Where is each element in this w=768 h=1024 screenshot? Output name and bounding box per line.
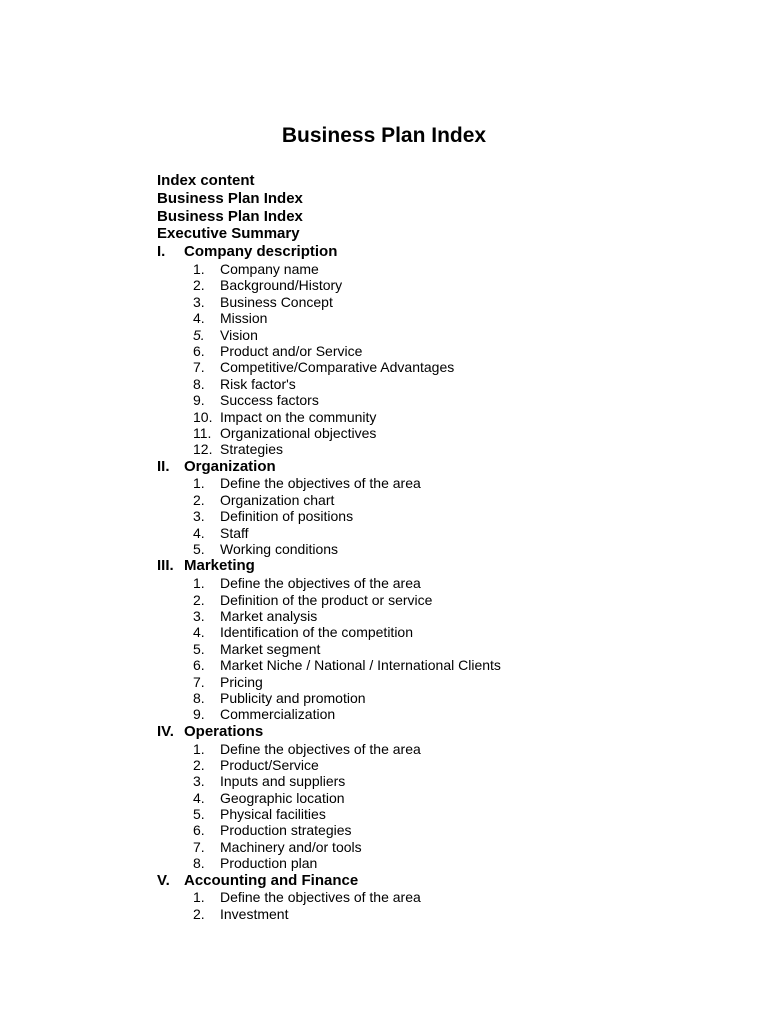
section-operations	[157, 723, 717, 872]
item-number: 1.	[193, 475, 205, 492]
item-label: Define the objectives of the area	[220, 889, 421, 906]
item-number: 2.	[193, 491, 205, 508]
item-label: Product/Service	[220, 756, 319, 773]
list-item	[157, 525, 717, 541]
list-item	[157, 475, 717, 491]
item-label: Machinery and/or tools	[220, 838, 362, 855]
page-title: Business Plan Index	[281, 124, 487, 147]
item-number: 4.	[193, 624, 205, 641]
list-item	[157, 425, 717, 441]
item-number: 1.	[193, 740, 205, 757]
item-label: Identification of the competition	[220, 624, 414, 641]
item-number: 5.	[193, 326, 205, 343]
item-label: Pricing	[220, 673, 263, 690]
list-item	[157, 806, 717, 822]
list-item	[157, 690, 717, 706]
section-organization	[157, 458, 717, 558]
list-item	[157, 409, 717, 425]
item-label: Working conditions	[220, 541, 339, 558]
list-item	[157, 790, 717, 806]
section-numeral: III.	[157, 557, 174, 575]
item-number: 2.	[193, 756, 205, 773]
section-numeral: I.	[157, 243, 166, 261]
list-item	[157, 773, 717, 789]
list-item	[157, 624, 717, 640]
item-number: 4.	[193, 524, 205, 541]
section-numeral: IV.	[157, 722, 174, 740]
item-label: Strategies	[220, 441, 284, 458]
item-number: 11.	[193, 424, 212, 441]
list-item	[157, 359, 717, 375]
item-number: 5.	[193, 541, 205, 558]
item-label: Inputs and suppliers	[220, 773, 346, 790]
section-numeral: II.	[157, 457, 170, 475]
section-items	[157, 575, 717, 723]
section-heading	[157, 458, 717, 476]
section-items	[157, 889, 717, 922]
item-number: 3.	[193, 508, 205, 525]
section-heading	[157, 872, 717, 890]
item-label: Market analysis	[220, 608, 318, 624]
section-label: Company description	[184, 243, 338, 261]
section-heading	[157, 723, 717, 741]
item-label: Vision	[220, 326, 258, 343]
list-item	[157, 310, 717, 326]
item-number: 3.	[193, 293, 205, 310]
item-number: 2.	[193, 905, 205, 922]
item-label: Definition of positions	[220, 508, 354, 525]
item-label: Define the objectives of the area	[220, 475, 421, 492]
list-item	[157, 741, 717, 757]
item-label: Market Niche / National / International Clients	[220, 657, 501, 674]
section-label: Marketing	[184, 557, 255, 575]
item-number: 2.	[193, 591, 205, 608]
item-number: 3.	[193, 773, 205, 790]
item-label: Impact on the community	[220, 408, 377, 425]
list-item	[157, 674, 717, 690]
list-item	[157, 608, 717, 624]
item-label: Physical facilities	[220, 806, 326, 823]
item-number: 12.	[193, 441, 213, 458]
item-number: 6.	[193, 342, 205, 359]
item-number: 7.	[193, 673, 205, 690]
list-item	[157, 376, 717, 392]
list-item	[157, 657, 717, 673]
item-number: 1.	[193, 260, 205, 277]
list-item	[157, 294, 717, 310]
section-items	[157, 475, 717, 557]
item-number: 6.	[193, 657, 205, 674]
item-label: Definition of the product or service	[220, 591, 433, 608]
list-item	[157, 706, 717, 722]
item-number: 9.	[193, 392, 205, 409]
index-content	[157, 172, 717, 922]
item-label: Success factors	[220, 392, 319, 409]
list-item	[157, 757, 717, 773]
item-label: Competitive/Comparative Advantages	[220, 359, 455, 376]
item-label: Investment	[220, 905, 289, 922]
list-item	[157, 575, 717, 591]
item-label: Define the objectives of the area	[220, 740, 421, 757]
list-item	[157, 392, 717, 408]
list-item	[157, 592, 717, 608]
intro-line: Executive Summary	[157, 225, 300, 243]
list-item	[157, 277, 717, 293]
item-number: 9.	[193, 706, 205, 723]
item-label: Mission	[220, 310, 268, 327]
item-label: Risk factor's	[220, 375, 296, 392]
item-label: Background/History	[220, 277, 343, 294]
section-numeral: V.	[157, 871, 170, 889]
item-label: Production plan	[220, 855, 318, 872]
list-item	[157, 492, 717, 508]
item-number: 1.	[193, 575, 205, 592]
item-number: 7.	[193, 838, 205, 855]
item-label: Organization chart	[220, 491, 335, 508]
list-item	[157, 441, 717, 457]
item-number: 10.	[193, 408, 213, 425]
list-item	[157, 855, 717, 871]
item-number: 4.	[193, 789, 205, 806]
list-item	[157, 839, 717, 855]
section-items	[157, 261, 717, 458]
item-number: 8.	[193, 855, 205, 872]
item-number: 8.	[193, 375, 205, 392]
item-label: Staff	[220, 524, 249, 541]
list-item	[157, 541, 717, 557]
item-label: Commercialization	[220, 706, 336, 723]
list-item	[157, 343, 717, 359]
item-label: Organizational objectives	[220, 424, 377, 441]
item-label: Production strategies	[220, 822, 352, 839]
section-label: Operations	[184, 722, 264, 740]
item-number: 1.	[193, 889, 205, 906]
item-number: 3.	[193, 608, 205, 624]
section-heading	[157, 243, 717, 261]
section-accounting-and-finance	[157, 872, 717, 923]
list-item	[157, 261, 717, 277]
item-number: 6.	[193, 822, 205, 839]
list-item	[157, 327, 717, 343]
intro-line: Business Plan Index	[157, 189, 303, 207]
section-company-description	[157, 243, 717, 457]
item-number: 7.	[193, 359, 205, 376]
list-item	[157, 822, 717, 838]
section-heading	[157, 557, 717, 575]
section-label: Accounting and Finance	[184, 871, 359, 889]
list-item	[157, 906, 717, 922]
item-label: Geographic location	[220, 789, 345, 806]
item-number: 5.	[193, 640, 205, 657]
item-number: 4.	[193, 310, 205, 327]
section-label: Organization	[184, 457, 276, 475]
item-number: 2.	[193, 277, 205, 294]
item-label: Define the objectives of the area	[220, 575, 421, 592]
section-marketing	[157, 557, 717, 722]
item-label: Product and/or Service	[220, 342, 363, 359]
item-label: Publicity and promotion	[220, 689, 366, 706]
section-items	[157, 741, 717, 872]
list-item	[157, 641, 717, 657]
item-label: Market segment	[220, 640, 321, 657]
item-label: Company name	[220, 260, 319, 277]
intro-line: Index content	[157, 172, 255, 189]
item-number: 8.	[193, 689, 205, 706]
intro-line: Business Plan Index	[157, 207, 303, 225]
item-number: 5.	[193, 806, 205, 823]
list-item	[157, 889, 717, 905]
list-item	[157, 508, 717, 524]
item-label: Business Concept	[220, 293, 333, 310]
